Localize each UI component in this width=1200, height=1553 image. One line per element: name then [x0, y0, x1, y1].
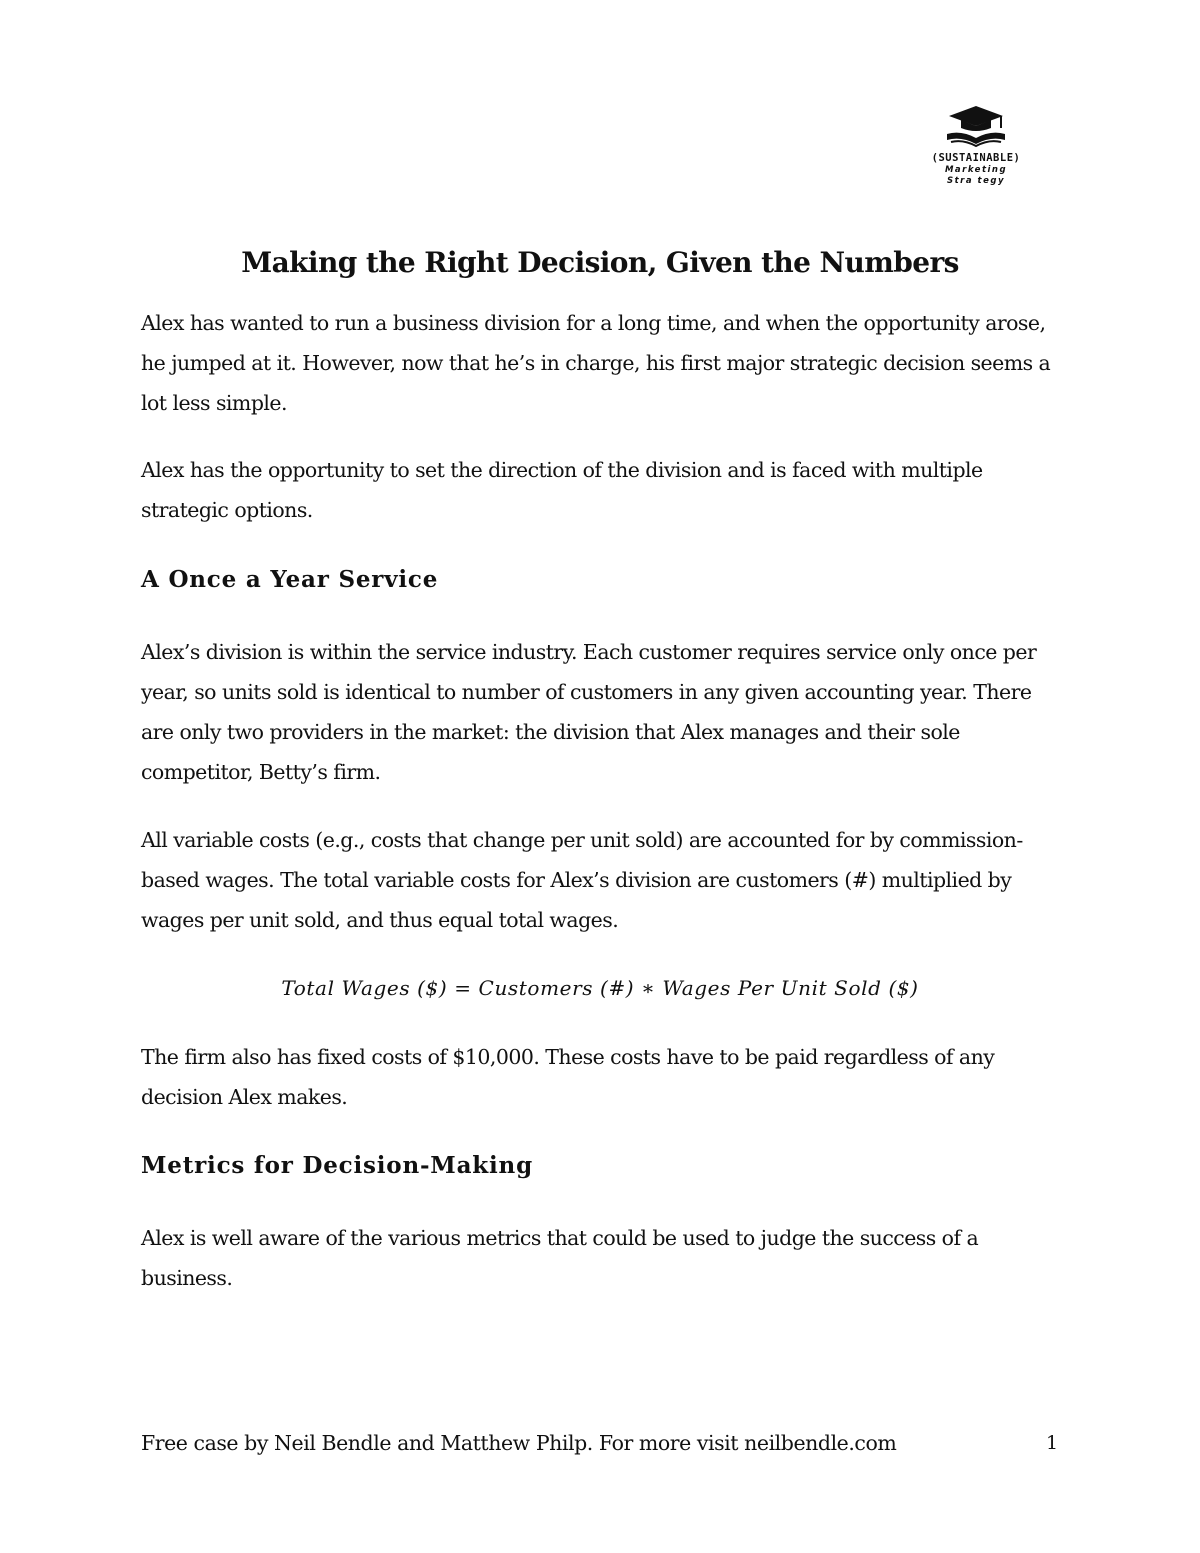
logo-line-2: Marketing	[944, 165, 1008, 175]
paragraph-intro: Alex has wanted to run a business division for a long time, and when the opportunity arose, he jumped at it. However, now that he’s in charge, his first major strategic decision seems a lot less simple.	[141, 311, 1051, 415]
paragraph-fixed-costs: The firm also has fixed costs of $10,000. These costs have to be paid regardless of any decision Alex makes.	[141, 1045, 995, 1109]
total-wages-equation: Total Wages ($) = Customers (#) ∗ Wages Per Unit Sold ($)	[281, 976, 919, 1000]
paragraph-service-industry: Alex’s division is within the service industry. Each customer requires service only once per year, so units sold is identical to number of customers in any given accounting year. There are only two providers in the market: the division that Alex manages and their sole competitor, Betty’s firm.	[141, 640, 1037, 784]
graduation-cap-book-icon	[943, 104, 1009, 150]
logo-line-1: (SUSTAINABLE)	[931, 152, 1021, 164]
logo-line-3: Stra tegy	[946, 176, 1006, 186]
paragraph-options: Alex has the opportunity to set the direction of the division and is faced with multiple strategic options.	[141, 458, 983, 522]
footer-text: Free case by Neil Bendle and Matthew Philp. For more visit neilbendle.com	[141, 1431, 897, 1455]
heading-once-a-year-service: A Once a Year Service	[141, 566, 439, 593]
paragraph-variable-costs: All variable costs (e.g., costs that change per unit sold) are accounted for by commission-based wages. The total variable costs for Alex’s division are customers (#) multiplied by wages per unit sold, and thus equal total wages.	[141, 828, 1023, 932]
paragraph-metrics: Alex is well aware of the various metrics that could be used to judge the success of a business.	[141, 1226, 979, 1290]
document-title: Making the Right Decision, Given the Numbers	[241, 246, 959, 279]
page-number: 1	[1046, 1432, 1059, 1454]
brand-logo	[918, 104, 1034, 187]
heading-metrics: Metrics for Decision-Making	[141, 1152, 533, 1179]
